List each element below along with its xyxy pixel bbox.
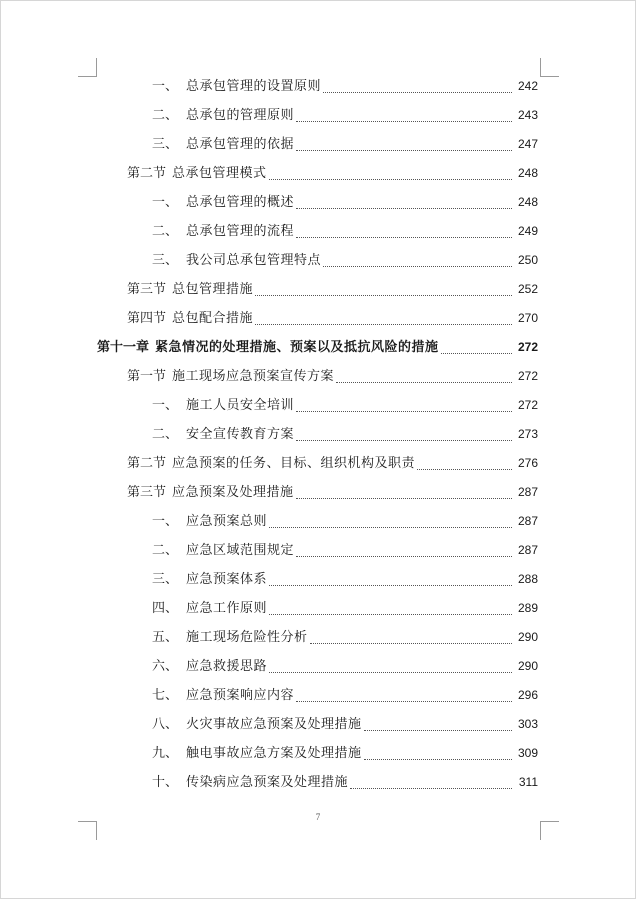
toc-entry[interactable] (0, 536, 636, 565)
toc-dot-leader (269, 584, 512, 586)
toc-entry-title: 紧急情况的处理措施、预案以及抵抗风险的措施 (155, 340, 439, 355)
toc-entry-page: 272 (517, 398, 538, 412)
toc-entry[interactable] (0, 652, 636, 681)
toc-entry[interactable] (0, 710, 636, 739)
toc-entry-number: 第一节 (127, 369, 167, 384)
toc-entry[interactable] (0, 333, 636, 362)
toc-entry[interactable] (0, 478, 636, 507)
toc-entry-number: 四、 (152, 601, 179, 616)
toc-entry-page: 243 (517, 108, 538, 122)
toc-dot-leader (323, 91, 512, 93)
toc-entry-title: 我公司总承包管理特点 (186, 253, 322, 268)
toc-entry-page: 287 (517, 543, 538, 557)
toc-entry-number: 五、 (152, 630, 179, 645)
toc-entry-title: 应急预案的任务、目标、组织机构及职责 (172, 456, 416, 471)
toc-entry-number: 一、 (152, 195, 179, 210)
toc-entry[interactable] (0, 565, 636, 594)
toc-entry-number: 八、 (152, 717, 179, 732)
toc-entry-number: 六、 (152, 659, 179, 674)
toc-dot-leader (296, 497, 512, 499)
toc-entry[interactable] (0, 391, 636, 420)
toc-entry-page: 272 (517, 340, 538, 354)
toc-entry-title: 总包配合措施 (172, 311, 254, 326)
toc-dot-leader (296, 207, 512, 209)
toc-dot-leader (336, 381, 512, 383)
toc-entry-number: 二、 (152, 543, 179, 558)
toc-entry-title: 应急救援思路 (186, 659, 268, 674)
toc-entry-title: 应急工作原则 (186, 601, 268, 616)
toc-entry-title: 应急预案响应内容 (186, 688, 295, 703)
toc-entry-page: 249 (517, 224, 538, 238)
toc-dot-leader (417, 468, 512, 470)
toc-entry-page: 272 (517, 369, 538, 383)
toc-entry[interactable] (0, 159, 636, 188)
toc-dot-leader (364, 758, 512, 760)
toc-entry-title: 总包管理措施 (172, 282, 254, 297)
toc-entry-title: 安全宣传教育方案 (186, 427, 295, 442)
toc-dot-leader (269, 671, 512, 673)
toc-entry-number: 三、 (152, 572, 179, 587)
toc-entry[interactable] (0, 72, 636, 101)
toc-dot-leader (269, 526, 512, 528)
toc-entry-number: 三、 (152, 137, 179, 152)
toc-entry[interactable] (0, 594, 636, 623)
toc-entry-title: 应急预案及处理措施 (172, 485, 294, 500)
toc-entry-title: 总承包管理的概述 (186, 195, 295, 210)
toc-dot-leader (350, 787, 512, 789)
toc-entry[interactable] (0, 217, 636, 246)
crop-mark-bottom-left (78, 821, 97, 840)
toc-entry-page: 273 (517, 427, 538, 441)
toc-entry[interactable] (0, 507, 636, 536)
toc-entry[interactable] (0, 449, 636, 478)
toc-entry-page: 296 (517, 688, 538, 702)
toc-entry-page: 287 (517, 485, 538, 499)
toc-dot-leader (269, 178, 512, 180)
toc-entry[interactable] (0, 275, 636, 304)
toc-entry-title: 施工现场危险性分析 (186, 630, 308, 645)
toc-entry-title: 应急区域范围规定 (186, 543, 295, 558)
toc-entry-title: 总承包管理的流程 (186, 224, 295, 239)
table-of-contents (0, 72, 636, 797)
toc-dot-leader (323, 265, 512, 267)
page-number: 7 (315, 812, 321, 822)
toc-entry[interactable] (0, 739, 636, 768)
toc-entry[interactable] (0, 304, 636, 333)
toc-entry-number: 三、 (152, 253, 179, 268)
toc-entry-page: 248 (517, 166, 538, 180)
toc-entry-title: 总承包管理模式 (172, 166, 267, 181)
toc-entry-number: 九、 (152, 746, 179, 761)
toc-dot-leader (296, 700, 512, 702)
toc-entry[interactable] (0, 768, 636, 797)
toc-dot-leader (296, 120, 512, 122)
toc-entry-title: 火灾事故应急预案及处理措施 (186, 717, 362, 732)
crop-mark-bottom-right (540, 821, 559, 840)
toc-entry-title: 总承包的管理原则 (186, 108, 295, 123)
toc-dot-leader (255, 294, 512, 296)
toc-entry-page: 252 (517, 282, 538, 296)
toc-entry-number: 第三节 (127, 485, 167, 500)
toc-entry-title: 总承包管理的依据 (186, 137, 295, 152)
toc-entry-number: 二、 (152, 224, 179, 239)
toc-entry-number: 一、 (152, 398, 179, 413)
toc-entry-title: 应急预案体系 (186, 572, 268, 587)
toc-entry-page: 309 (517, 746, 538, 760)
toc-entry[interactable] (0, 623, 636, 652)
toc-entry-page: 248 (517, 195, 538, 209)
toc-entry-page: 250 (517, 253, 538, 267)
toc-entry-page: 290 (517, 630, 538, 644)
toc-entry-number: 第三节 (127, 282, 167, 297)
toc-entry-page: 287 (517, 514, 538, 528)
toc-entry-number: 二、 (152, 427, 179, 442)
toc-entry-page: 276 (517, 456, 538, 470)
toc-entry-title: 总承包管理的设置原则 (186, 79, 322, 94)
toc-entry-page: 270 (517, 311, 538, 325)
toc-dot-leader (269, 613, 512, 615)
toc-entry-title: 施工现场应急预案宣传方案 (172, 369, 335, 384)
toc-dot-leader (296, 236, 512, 238)
toc-entry[interactable] (0, 362, 636, 391)
toc-entry-number: 第二节 (127, 456, 167, 471)
toc-entry-page: 242 (517, 79, 538, 93)
toc-entry-title: 触电事故应急方案及处理措施 (186, 746, 362, 761)
toc-entry-number: 七、 (152, 688, 179, 703)
toc-entry-page: 247 (517, 137, 538, 151)
toc-entry-number: 十、 (152, 775, 179, 790)
toc-entry[interactable] (0, 246, 636, 275)
toc-dot-leader (296, 410, 512, 412)
toc-entry-page: 288 (517, 572, 538, 586)
toc-entry-title: 施工人员安全培训 (186, 398, 295, 413)
toc-dot-leader (296, 439, 512, 441)
toc-entry[interactable] (0, 101, 636, 130)
toc-entry-page: 303 (517, 717, 538, 731)
toc-entry[interactable] (0, 130, 636, 159)
toc-entry-number: 二、 (152, 108, 179, 123)
toc-entry-title: 应急预案总则 (186, 514, 268, 529)
toc-dot-leader (296, 149, 512, 151)
toc-entry[interactable] (0, 681, 636, 710)
toc-dot-leader (364, 729, 512, 731)
toc-entry-page: 290 (517, 659, 538, 673)
toc-entry-number: 一、 (152, 514, 179, 529)
toc-entry-page: 289 (517, 601, 538, 615)
toc-entry-page: 311 (518, 775, 538, 789)
toc-dot-leader (310, 642, 512, 644)
toc-dot-leader (441, 352, 512, 354)
toc-entry-number: 第二节 (127, 166, 167, 181)
toc-entry-title: 传染病应急预案及处理措施 (186, 775, 349, 790)
toc-entry-number: 第十一章 (97, 340, 150, 355)
toc-entry-number: 第四节 (127, 311, 167, 326)
toc-dot-leader (255, 323, 512, 325)
toc-entry-number: 一、 (152, 79, 179, 94)
toc-entry[interactable] (0, 188, 636, 217)
toc-dot-leader (296, 555, 512, 557)
toc-entry[interactable] (0, 420, 636, 449)
